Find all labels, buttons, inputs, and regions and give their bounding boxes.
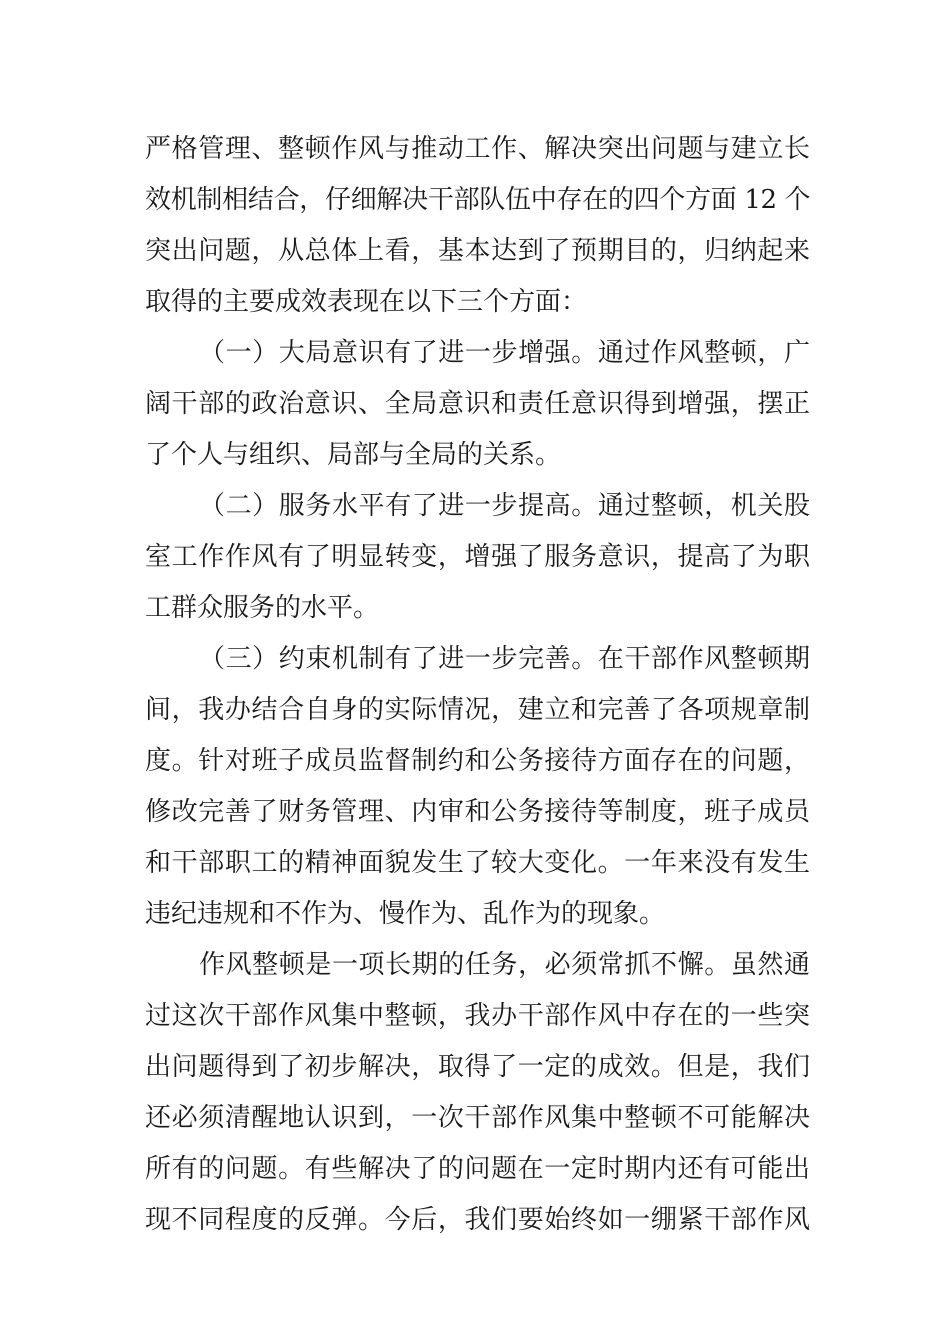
text-line: 严格管理、整顿作风与推动工作、解决突出问题与建立长 — [145, 134, 810, 164]
paragraph-3 — [145, 481, 810, 634]
text-line: 过这次干部作风集中整顿，我办干部作风中存在的一些突 — [145, 1001, 810, 1031]
text-line: （二）服务水平有了进一步提高。通过整顿，机关股 — [199, 491, 810, 521]
text-line: 现不同程度的反弹。今后，我们要始终如一绷紧干部作风 — [145, 1205, 810, 1235]
text-line: 和干部职工的精神面貌发生了较大变化。一年来没有发生 — [145, 848, 810, 878]
text-line: 还必须清醒地认识到，一次干部作风集中整顿不可能解决 — [145, 1103, 810, 1133]
text-line: 取得的主要成效表现在以下三个方面： — [145, 287, 588, 317]
paragraph-2 — [145, 328, 810, 481]
text-line: 效机制相结合，仔细解决干部队伍中存在的四个方面 12 个 — [145, 185, 810, 215]
text-line: 突出问题，从总体上看，基本达到了预期目的，归纳起来 — [145, 236, 810, 266]
paragraph-5 — [145, 940, 810, 1246]
text-line: 工群众服务的水平。 — [145, 593, 380, 623]
text-line: 所有的问题。有些解决了的问题在一定时期内还有可能出 — [145, 1154, 810, 1184]
paragraph-4 — [145, 634, 810, 940]
text-line: 了个人与组织、局部与全局的关系。 — [145, 440, 562, 470]
text-line: 度。针对班子成员监督制约和公务接待方面存在的问题， — [145, 746, 810, 776]
text-line: （一）大局意识有了进一步增强。通过作风整顿，广 — [199, 338, 810, 368]
text-line: 违纪违规和不作为、慢作为、乱作为的现象。 — [145, 899, 666, 929]
text-line: 间，我办结合自身的实际情况，建立和完善了各项规章制 — [145, 695, 810, 725]
document-body — [145, 124, 810, 1246]
text-line: 修改完善了财务管理、内审和公务接待等制度，班子成员 — [145, 797, 810, 827]
text-line: （三）约束机制有了进一步完善。在干部作风整顿期 — [199, 644, 810, 674]
text-line: 出问题得到了初步解决，取得了一定的成效。但是，我们 — [145, 1052, 810, 1082]
paragraph-1 — [145, 124, 810, 328]
text-line: 室工作作风有了明显转变，增强了服务意识，提高了为职 — [145, 542, 810, 572]
text-line: 阔干部的政治意识、全局意识和责任意识得到增强，摆正 — [145, 389, 810, 419]
text-line: 作风整顿是一项长期的任务，必须常抓不懈。虽然通 — [199, 950, 810, 980]
